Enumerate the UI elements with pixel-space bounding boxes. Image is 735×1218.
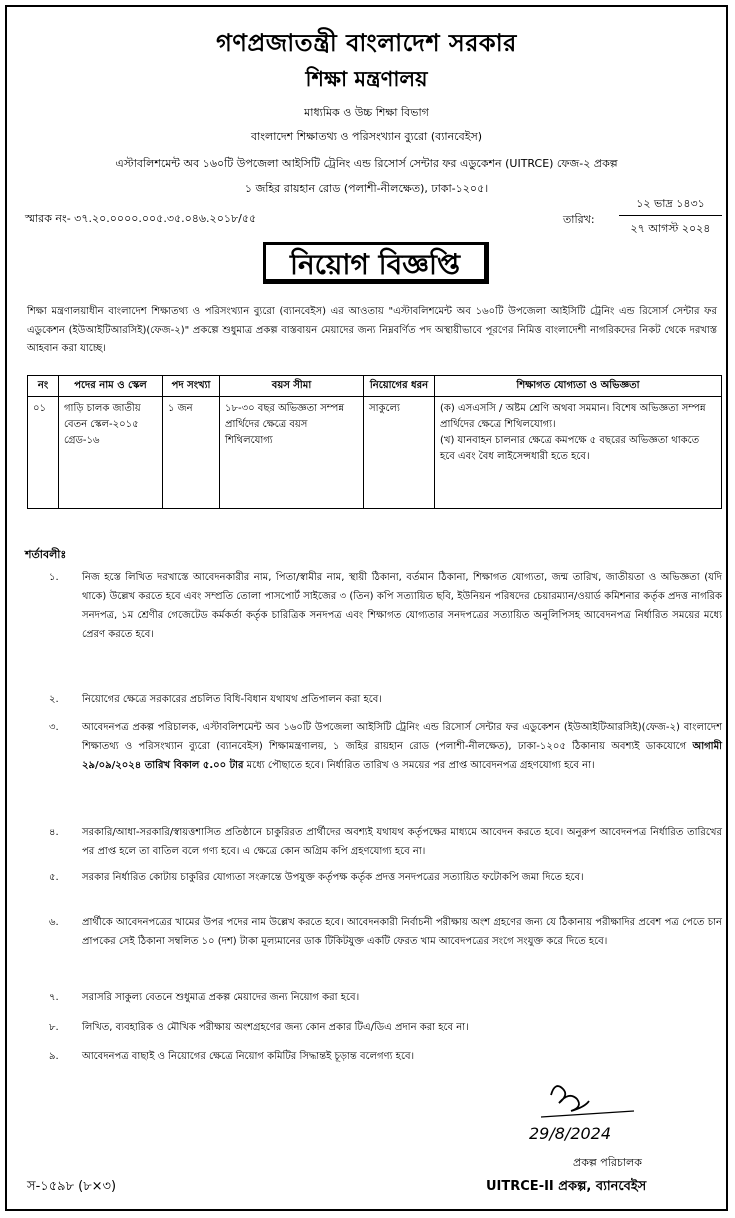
col-qualification: শিক্ষাগত যোগ্যতা ও অভিজ্ঞতা — [435, 376, 722, 397]
conditions-heading: শর্তাবলীঃ — [25, 548, 67, 561]
memo-ref: স্মারক নং- ৩৭.২০.০০০০.০০৫.৩৫.০৪৬.২০১৮/৫৫ — [25, 212, 257, 225]
condition-number: ৪. — [49, 827, 59, 838]
vacancy-table — [27, 375, 722, 509]
condition-text: সরকার নির্ধারিত কোটায় চাকুরির যোগ্যতা সংক্রান্তে উপযুক্ত কর্তৃপক্ষ কর্তৃক প্রদত্ত সনদপত্রের সত্যায়িত ফটোকপি জমা দিতে হবে। — [82, 872, 584, 883]
condition-text: আবেদনপত্র বাছাই ও নিয়োগের ক্ষেত্রে নিয়োগ কমিটির সিদ্ধান্তই চূড়ান্ত বলেগণ্য হবে। — [82, 1051, 415, 1062]
date-bangla: ১২ ভাদ্র ১৪৩১ — [636, 197, 705, 210]
intro-paragraph: শিক্ষা মন্ত্রণালয়াধীন বাংলাদেশ শিক্ষাতথ্য ও পরিসংখ্যান ব্যুরো (ব্যানবেইস) এর আওতায় "এস্টাবলিশমেন্ট অব ১৬০টি উপজেলা আইসিটি ট্রেনিং এন্ড রিসোর্স সেন্টার ফর এডুকেশন (ইউআইটিআরসিই)(ফেজ-২)" প্রকল্পে শুধুমাত্র প্রকল্প বাস্তবায়ন মেয়াদের জন্য নিম্নবর্ণিত পদ অস্থায়ীভাবে পূরণের নিমিত্ত বাংলাদেশী নাগরিকদের নিকট থেকে দরখাস্ত আহবান করা যাচ্ছে। — [27, 306, 717, 354]
designation: প্রকল্প পরিচালক — [573, 1156, 642, 1169]
cell-no: ০১ — [28, 397, 59, 509]
condition-number: ৯. — [49, 1051, 59, 1062]
date-gregorian: ২৭ আগস্ট ২০২৪ — [630, 222, 711, 235]
footer-code: স-১৫৯৮ (৮×৩) — [27, 1179, 117, 1194]
govt-heading: গণপ্রজাতন্ত্রী বাংলাদেশ সরকার — [216, 29, 517, 57]
col-post: পদের নাম ও স্কেল — [59, 376, 163, 397]
condition-text: লিখিত, ব্যবহারিক ও মৌখিক পরীক্ষায় অংশগ্রহণের জন্য কোন প্রকার টিএ/ডিএ প্রদান করা হবে না। — [82, 1022, 469, 1033]
condition-text: প্রার্থীকে আবেদনপত্রের খামের উপর পদের নাম উল্লেখ করতে হবে। আবেদনকারী নির্বাচনী পরীক্ষায় অংশ গ্রহণের জন্য যে ঠিকানায় পরীক্ষাদির প্রবেশ পত্র পেতে চান প্রাপকের সেই ঠিকানা সম্বলিত ১০ (দশ) টাকা মূল্যমানের ডাক টিকিটযুক্ত একটি ফেরত খাম আবেদপত্রের সংগে সংযুক্ত করে দিতে হবে। — [82, 917, 722, 947]
condition-text: নিজ হস্তে লিখিত দরখাস্তে আবেদনকারীর নাম, পিতা/স্বামীর নাম, স্থায়ী ঠিকানা, বর্তমান ঠিকানা, শিক্ষাগত যোগ্যতা, জন্ম তারিখ, জাতীয়তা ও অভিজ্ঞতা (যদি থাকে) উল্লেখ করতে হবে এবং সম্প্রতি তোলা পাসপোর্ট সাইজের ৩ (তিন) কপি সত্যায়িত ছবি, ইউনিয়ন পরিষদের চেয়ারম্যান/ওয়ার্ড কমিশনার কর্তৃক প্রদত্ত নাগরিক সনদপত্র, ১ম শ্রেণীর গেজেটেড কর্মকর্তা কর্তৃক চারিত্রিক সনদপত্র এবং শিক্ষাগত যোগ্যতার সনদপত্রের সত্যায়িত অনুলিপিসহ আবেদনপত্র নির্ধারিত সময়ের মধ্যে প্রেরণ করতে হবে। — [82, 572, 722, 640]
notice-page — [5, 5, 728, 1211]
qualification-b: (খ) যানবাহন চালনার ক্ষেত্রে কমপক্ষে ৫ বছরের অভিজ্ঞতা থাকতে হবে এবং বৈধ লাইসেন্সধারী হতে হবে। — [440, 435, 700, 462]
office-name: UITRCE-II প্রকল্প, ব্যানবেইস — [486, 1179, 647, 1194]
condition-text-part: আবেদনপত্র প্রকল্প পরিচালক, এস্টাবলিশমেন্ট অব ১৬০টি উপজেলা আইসিটি ট্রেনিং এন্ড রিসোর্স সেন্টার ফর এডুকেশন (ইউআইটিআরসিই)(ফেজ-২) বাংলাদেশ শিক্ষাতথ্য ও পরিসংখ্যান ব্যুরো (ব্যানবেইস) শিক্ষামন্ত্রণালয়, ১ জহির রায়হান রোড (পলাশী-নীলক্ষেত), ঢাকা-১২০৫ ঠিকানায় অবশ্যই ডাকযোগে — [82, 722, 722, 752]
condition-number: ৬. — [49, 917, 59, 928]
ministry-heading: শিক্ষা মন্ত্রণালয় — [305, 67, 428, 91]
cell-post: গাড়ি চালক জাতীয় বেতন স্কেল-২০১৫ গ্রেড-১৬ — [59, 397, 163, 509]
qualification-a: (ক) এসএসসি / অষ্টম শ্রেণি অথবা সমমান। বিশেষ অভিজ্ঞতা সম্পন্ন প্রার্থিদের ক্ষেত্রে শিথিলযোগ্য। — [440, 403, 706, 430]
condition-number: ৭. — [49, 992, 59, 1003]
date-divider — [619, 215, 722, 216]
condition-text: নিয়োগের ক্ষেত্রে সরকারের প্রচলিত বিধি-বিধান যথাযথ প্রতিপালন করা হবে। — [82, 694, 382, 705]
condition-number: ১. — [49, 572, 59, 583]
cell-qualification — [435, 397, 722, 509]
col-no: নং — [28, 376, 59, 397]
condition-text: সরাসরি সাকুল্য বেতনে শুধুমাত্র প্রকল্প মেয়াদের জন্য নিয়োগ করা হবে। — [82, 992, 360, 1003]
condition-number: ৫. — [49, 872, 59, 883]
date-label: তারিখ: — [563, 213, 595, 226]
signature-date: 29/8/2024 — [529, 1124, 612, 1143]
col-count: পদ সংখ্যা — [163, 376, 220, 397]
condition-text-part: মধ্যে পৌছাতে হবে। নির্ধারিত তারিখ ও সময়ের পর প্রাপ্ত আবেদনপত্র গ্রহণযোগ্য হবে না। — [243, 760, 595, 771]
condition-number: ৩. — [49, 722, 59, 733]
col-age: বয়স সীমা — [220, 376, 364, 397]
condition-number: ২. — [49, 694, 59, 705]
cell-type: সাকুল্যে — [364, 397, 435, 509]
cell-count: ১ জন — [163, 397, 220, 509]
cell-age: ১৮-৩০ বছর অভিজ্ঞতা সম্পন্ন প্রার্থিদের ক্ষেত্রে বয়স শিথিলযোগ্য — [220, 397, 364, 509]
signature-image — [529, 1075, 659, 1155]
table-header-row — [28, 376, 722, 397]
condition-text — [82, 718, 722, 775]
condition-text: সরকারি/আধা-সরকারি/স্বায়ত্তশাসিত প্রতিষ্ঠানে চাকুরিরত প্রার্থীদের অবশ্যই যথাযথ কর্তৃপক্ষের মাধ্যমে আবেদন করতে হবে। অনুরুপ আবেদনপত্র নির্ধারিত তারিখের পর প্রাপ্ত হলে তা বাতিল বলে গণ্য হবে। এ ক্ষেত্রে কোন অগ্রিম কপি গ্রহণযোগ্য হবে না। — [82, 827, 722, 857]
deadline-text: আগামী ২৯/০৯/২০২৪ তারিখ বিকাল ৫.০০ টার — [82, 741, 722, 771]
table-row — [28, 397, 722, 509]
project-line: এস্টাবলিশমেন্ট অব ১৬০টি উপজেলা আইসিটি ট্রেনিং এন্ড রিসোর্স সেন্টার ফর এডুকেশন (UITRCE) ফেজ-২ প্রকল্প — [115, 157, 618, 170]
address-line: ১ জহির রায়হান রোড (পলাশী-নীলক্ষেত), ঢাকা-১২০৫। — [244, 182, 489, 195]
notice-title: নিয়োগ বিজ্ঞপ্তি — [263, 242, 489, 284]
bureau-line: বাংলাদেশ শিক্ষাতথ্য ও পরিসংখ্যান ব্যুরো (ব্যানবেইস) — [250, 130, 483, 143]
division-line: মাধ্যমিক ও উচ্চ শিক্ষা বিভাগ — [304, 106, 429, 119]
col-type: নিয়োগের ধরন — [364, 376, 435, 397]
condition-number: ৮. — [49, 1022, 59, 1033]
